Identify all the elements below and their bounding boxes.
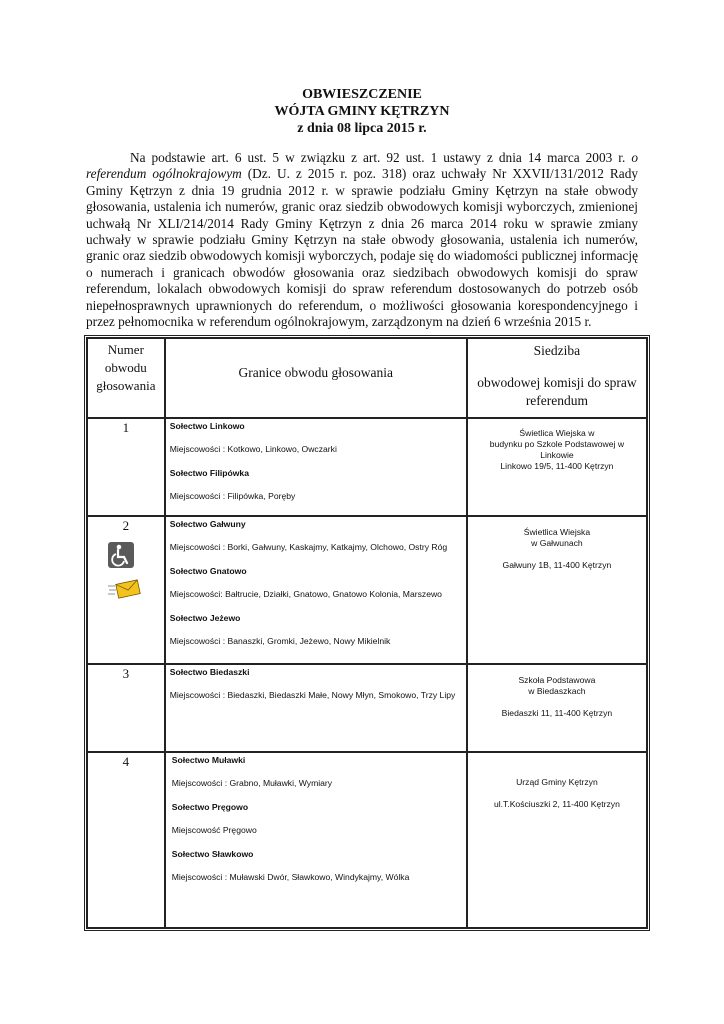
district-number: 3: [122, 666, 130, 681]
solectwo-name: Sołectwo Sławkowo: [171, 849, 254, 859]
district-number: 4: [122, 754, 130, 769]
header-boundaries: Granice obwodu głosowania: [165, 338, 467, 418]
table-row: [87, 664, 647, 752]
seat-line: Gałwuny 1B, 11-400 Kętrzyn: [502, 560, 612, 570]
solectwo-places: Miejscowości : Biedaszki, Biedaszki Małe, Nowy Młyn, Smokowo, Trzy Lipy: [169, 690, 456, 700]
district-number-cell: [87, 418, 165, 516]
seat-line: Świetlica Wiejska: [523, 527, 591, 537]
seat-line: Biedaszki 11, 11-400 Kętrzyn: [501, 708, 613, 718]
table-row: [87, 418, 647, 516]
solectwo-places: Miejscowości : Kotkowo, Linkowo, Owczarki: [169, 444, 337, 454]
solectwo-name: Sołectwo Gnatowo: [169, 566, 247, 576]
district-number-cell: [87, 752, 165, 928]
solectwo-places: Miejscowości : Grabno, Muławki, Wymiary: [171, 778, 333, 788]
district-number-cell: [87, 516, 165, 664]
intro-text-1: Na podstawie art. 6 ust. 5 w związku z art. 92 ust. 1 ustawy z dnia 14 marca 2003 r.: [130, 150, 632, 165]
header-number-line-2: obwodu: [104, 360, 147, 375]
title-block: [0, 86, 724, 137]
solectwo-places: Miejscowości : Muławski Dwór, Sławkowo, Windykajmy, Wólka: [171, 872, 410, 882]
solectwo-name: Sołectwo Biedaszki: [169, 667, 250, 677]
seat-line: w Biedaszkach: [528, 686, 586, 696]
solectwo-places: Miejscowość Pręgowo: [171, 825, 257, 835]
seat-cell: [467, 418, 647, 516]
header-number-line-1: Numer: [107, 342, 144, 357]
seat-line: ul.T.Kościuszki 2, 11-400 Kętrzyn: [493, 799, 620, 809]
header-number-line-3: głosowania: [96, 378, 156, 393]
solectwo-places: Miejscowości: Bałtrucie, Działki, Gnatowo, Gnatowo Kolonia, Marszewo: [169, 589, 442, 599]
solectwo-places: Miejscowości : Filipówka, Poręby: [169, 491, 296, 501]
solectwo-name: Sołectwo Filipówka: [169, 468, 249, 478]
solectwo-name: Sołectwo Pręgowo: [171, 802, 249, 812]
intro-paragraph: [86, 150, 638, 330]
seat-line: Linkowie: [540, 450, 574, 460]
header-seat-line-2: obwodowej komisji do spraw referendum: [477, 375, 637, 408]
intro-text-italic: o referendum ogólnokrajowym: [86, 150, 638, 182]
boundaries-cell: [165, 516, 467, 664]
envelope-icon: [108, 578, 142, 600]
seat-line: Linkowo 19/5, 11-400 Kętrzyn: [500, 461, 614, 471]
seat-cell: [467, 516, 647, 664]
solectwo-name: Sołectwo Gałwuny: [169, 519, 246, 529]
districts-table: [84, 335, 650, 931]
header-seat: [467, 338, 647, 418]
boundaries-cell: [165, 418, 467, 516]
solectwo-name: Sołectwo Muławki: [171, 755, 246, 765]
solectwo-name: Sołectwo Linkowo: [169, 421, 245, 431]
seat-cell: [467, 664, 647, 752]
seat-cell: [467, 752, 647, 928]
title-line-2: WÓJTA GMINY KĘTRZYN: [274, 104, 450, 119]
seat-line: w Gałwunach: [531, 538, 583, 548]
seat-line: Szkoła Podstawowa: [518, 675, 596, 685]
seat-line: [468, 788, 646, 799]
table-row: [87, 516, 647, 664]
seat-line: [468, 697, 646, 708]
seat-line: [468, 549, 646, 560]
solectwo-name: Sołectwo Jeżewo: [169, 613, 241, 623]
seat-line: Świetlica Wiejska w: [519, 428, 595, 438]
title-line-3: z dnia 08 lipca 2015 r.: [297, 121, 427, 136]
solectwo-places: Miejscowości : Banaszki, Gromki, Jeżewo, Nowy Mikielnik: [169, 636, 391, 646]
header-number: [87, 338, 165, 418]
table-header-row: [87, 338, 647, 418]
district-number: 2: [122, 518, 130, 533]
district-number-cell: [87, 664, 165, 752]
header-seat-line-1: Siedziba: [533, 343, 581, 358]
title-line-1: OBWIESZCZENIE: [302, 87, 422, 102]
seat-line: Urząd Gminy Kętrzyn: [516, 777, 598, 787]
boundaries-cell: [165, 752, 467, 928]
solectwo-places: Miejscowości : Borki, Gałwuny, Kaskajmy, Katkajmy, Olchowo, Ostry Róg: [169, 542, 448, 552]
intro-text-2: (Dz. U. z 2015 r. poz. 318) oraz uchwały Nr XXVII/131/2012 Rady Gminy Kętrzyn z dnia 19 grudnia 2012 r. w sprawie podziału Gminy Kętrzyn na stałe obwody głosowania, ustalenia ich numerów, granic oraz siedzib obwodowych komisji wyborczych, zmienionej uchwałą Nr XLI/214/2014 Rady Gminy Kętrzyn z dnia 26 marca 2014 roku w sprawie zmiany uchwały w sprawie podziału Gminy Kętrzyn na stałe obwody głosowania, ustalenia ich numerów, granic oraz siedzib obwodowych komisji wyborczych, podaje się do wiadomości publicznej informację o numerach i granicach obwodów głosowania oraz siedzibach obwodowych komisji do spraw referendum, lokalach obwodowych komisji do spraw referendum dostosowanych do potrzeb osób niepełnosprawnych uprawnionych do referendum, o możliwości głosowania korespondencyjnego i przez pełnomocnika w referendum ogólnokrajowym, zarządzonym na dzień 6 września 2015 r.: [86, 166, 638, 330]
table-row: [87, 752, 647, 928]
wheelchair-icon: [108, 542, 134, 568]
seat-line: budynku po Szkole Podstawowej w: [489, 439, 625, 449]
boundaries-cell: [165, 664, 467, 752]
district-number: 1: [122, 420, 130, 435]
